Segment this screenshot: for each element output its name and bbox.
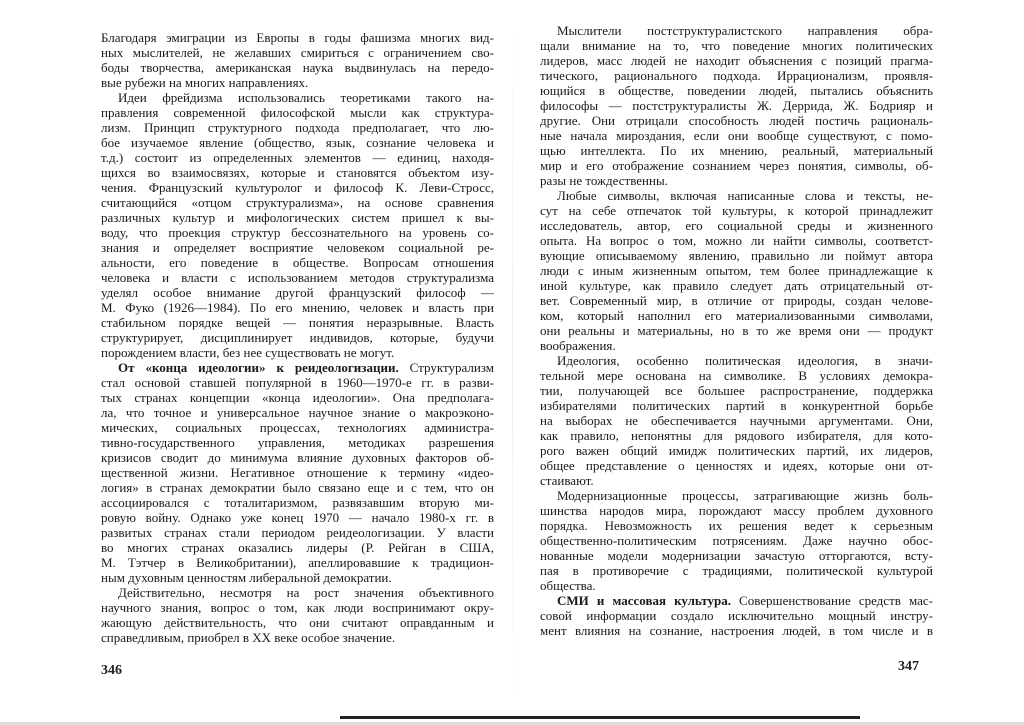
text-line xyxy=(101,210,494,225)
text-line xyxy=(101,345,494,360)
line-text: философы — постструктуралисты Ж. Деррида, Ж. Бодрияр и xyxy=(540,98,933,113)
text-line xyxy=(101,255,494,270)
text-line xyxy=(540,173,933,188)
text-line xyxy=(540,218,933,233)
line-text: порядка. Невозможность их решения ведет к серьезным xyxy=(540,518,933,533)
line-text: т.д.) состоит из определенных элементов — единиц, находя- xyxy=(101,150,494,165)
line-text: Идеи фрейдизма использовались теоретиками такого на- xyxy=(118,90,494,105)
text-line xyxy=(540,38,933,53)
line-text: ющийся в обществе, поведении людей, пытались объяснить xyxy=(540,83,933,98)
line-text: люди с иным жизненным опытом, тем более принадлежащие к xyxy=(540,263,933,278)
text-line xyxy=(101,570,494,585)
text-line xyxy=(540,338,933,353)
text-line xyxy=(540,233,933,248)
text-line xyxy=(101,630,494,645)
text-line xyxy=(101,300,494,315)
line-text: правления современной философской мысли как структура- xyxy=(101,105,494,120)
line-text: исследователь, автор, его социальной среды и жизненного xyxy=(540,218,933,233)
line-text: разы не тождественны. xyxy=(540,173,668,188)
text-line xyxy=(540,578,933,593)
text-line xyxy=(540,443,933,458)
text-line xyxy=(540,53,933,68)
text-line xyxy=(101,240,494,255)
text-line xyxy=(101,390,494,405)
line-text: воду, что проекция структур бессознательного на уровень со- xyxy=(101,225,494,240)
line-text: научного знания, вопрос о том, как люди воспринимают окру- xyxy=(101,600,494,615)
text-line xyxy=(540,323,933,338)
text-line xyxy=(101,360,494,375)
text-line xyxy=(101,330,494,345)
book-gutter xyxy=(512,0,513,725)
line-text: мент влияния на сознание, настроения людей, в том числе и в xyxy=(540,623,933,638)
line-text: тивно-государственного управления, методиках разрешения xyxy=(101,435,494,450)
line-text: другие. Они отрицали способность людей постичь рациональ- xyxy=(540,113,933,128)
text-line xyxy=(540,548,933,563)
text-line xyxy=(101,150,494,165)
line-text: стал основой ставшей популярной в 1960—1970-е гг. в разви- xyxy=(101,375,494,390)
text-line xyxy=(540,533,933,548)
text-line xyxy=(101,90,494,105)
text-line xyxy=(101,510,494,525)
line-text: Совершенствование средств мас- xyxy=(730,593,933,608)
right-page-text xyxy=(540,23,933,638)
line-text: щихся во взаимосвязях, которые и становятся объектом изу- xyxy=(101,165,494,180)
line-text: общее представление о ценностях и идеях, которые они от- xyxy=(540,458,933,473)
text-line xyxy=(101,135,494,150)
text-line xyxy=(101,75,494,90)
text-line xyxy=(540,158,933,173)
line-text: во многих странах оказались лидеры (Р. Рейган в США, xyxy=(101,540,494,555)
text-line xyxy=(540,593,933,608)
line-text: как правило, непонятны для рядового избирателя, для кото- xyxy=(540,428,933,443)
line-text: иной культуре, как правило следует дать отрицательный от- xyxy=(540,278,933,293)
page-number-right: 347 xyxy=(898,659,919,674)
text-line xyxy=(540,98,933,113)
text-line xyxy=(101,270,494,285)
line-text: тых странах концепции «конца идеологии». Она предполага- xyxy=(101,390,494,405)
line-text: ровую войну. Однако уже конец 1970 — начало 1980-х гг. в xyxy=(101,510,494,525)
left-page-text xyxy=(101,30,494,645)
line-text: они реальны и материальны, но в то же время они — продукт xyxy=(540,323,933,338)
line-text: общества. xyxy=(540,578,596,593)
line-text: логия» в странах демократии было связано еще и с тем, что он xyxy=(101,480,494,495)
line-text: ных мыслителей, не желавших смириться с ограничением сво- xyxy=(101,45,494,60)
text-line xyxy=(540,143,933,158)
line-text: нованные модели модернизации зачастую отторгаются, всту- xyxy=(540,548,933,563)
text-line xyxy=(101,585,494,600)
line-text: мир и его отображение сознанием через понятия, символы, об- xyxy=(540,158,933,173)
line-text: боды творчества, американская наука выдвинулась на передо- xyxy=(101,60,494,75)
line-text: Любые символы, включая написанные слова и тексты, не- xyxy=(557,188,933,203)
line-text: вые рубежи на многих направлениях. xyxy=(101,75,309,90)
text-line xyxy=(101,375,494,390)
text-line xyxy=(540,488,933,503)
text-line xyxy=(540,278,933,293)
line-text: ассоциировался с тоталитаризмом, развязавшим вторую ми- xyxy=(101,495,494,510)
line-text: Структурализм xyxy=(398,360,494,375)
text-line xyxy=(540,428,933,443)
line-text: альности, его поведение в обществе. Вопросам отношения xyxy=(101,255,494,270)
text-line xyxy=(540,413,933,428)
text-line xyxy=(540,458,933,473)
line-text: на выборах не обеспечивается научными аргументами. Они, xyxy=(540,413,933,428)
text-line xyxy=(101,540,494,555)
line-text: вующие описываемому явлению, правильно ли поймут автора xyxy=(540,248,933,263)
text-line xyxy=(101,225,494,240)
text-line xyxy=(101,465,494,480)
page-number-left: 346 xyxy=(101,663,122,678)
text-line xyxy=(101,120,494,135)
line-text: щью интеллекта. По их мнению, реальный, материальный xyxy=(540,143,933,158)
line-text: пая в противоречие с традициями, политической культурой xyxy=(540,563,933,578)
line-text: Идеология, особенно политическая идеология, в значи- xyxy=(557,353,933,368)
text-line xyxy=(540,473,933,488)
section-heading: СМИ и массовая культура. xyxy=(557,593,731,608)
line-text: стабильном порядке вещей — понятия неразрывные. Власть xyxy=(101,315,494,330)
line-text: мических, социальных процессах, технологиях администра- xyxy=(101,420,494,435)
line-text: кризисов сводит до минимума влияние духовных факторов об- xyxy=(101,450,494,465)
text-line xyxy=(540,83,933,98)
line-text: ла, что точное и универсальное научное знание о макроэконо- xyxy=(101,405,494,420)
scan-edge xyxy=(340,716,860,719)
text-line xyxy=(540,398,933,413)
text-line xyxy=(540,608,933,623)
text-line xyxy=(101,450,494,465)
line-text: различных культур и мифологических систем пришел к вы- xyxy=(101,210,494,225)
line-text: ным духовным ценностям либеральной демократии. xyxy=(101,570,392,585)
text-line xyxy=(101,435,494,450)
text-line xyxy=(540,188,933,203)
text-line xyxy=(101,495,494,510)
text-line xyxy=(540,293,933,308)
text-line xyxy=(540,203,933,218)
text-line xyxy=(101,315,494,330)
text-line xyxy=(101,165,494,180)
text-line xyxy=(101,45,494,60)
text-line xyxy=(101,525,494,540)
text-line xyxy=(101,405,494,420)
line-text: совой информации создало исключительно мощный инстру- xyxy=(540,608,933,623)
line-text: ком, который наполнил его материализованными символами, xyxy=(540,308,933,323)
line-text: Модернизационные процессы, затрагивающие жизнь боль- xyxy=(557,488,933,503)
line-text: шинства народов мира, порождают массу проблем духовного xyxy=(540,503,933,518)
line-text: уделял особое внимание другой французский философ — xyxy=(101,285,494,300)
line-text: ные начала мироздания, если они вообще существуют, с помо- xyxy=(540,128,933,143)
text-line xyxy=(540,503,933,518)
line-text: Действительно, несмотря на рост значения объективного xyxy=(118,585,494,600)
text-line xyxy=(101,180,494,195)
text-line xyxy=(540,248,933,263)
text-line xyxy=(540,113,933,128)
line-text: опыта. На вопрос о том, можно ли найти символы, соответст- xyxy=(540,233,933,248)
line-text: М. Тэтчер в Великобритании), апеллировавшие к традицион- xyxy=(101,555,494,570)
line-text: общественно-политическим потрясениям. Даже научно обос- xyxy=(540,533,933,548)
line-text: человека и власти с использованием методов структурализма xyxy=(101,270,494,285)
line-text: сут на себе отпечаток той культуры, к которой принадлежит xyxy=(540,203,933,218)
line-text: жающую действительность, что они считают оправданным и xyxy=(101,615,494,630)
text-line xyxy=(101,105,494,120)
text-line xyxy=(540,383,933,398)
text-line xyxy=(101,480,494,495)
line-text: бое изучаемое явление (общество, язык, сознание человека и xyxy=(101,135,494,150)
line-text: развитых странах стали периодом реидеологизации. У власти xyxy=(101,525,494,540)
line-text: чения. Французский культуролог и философ К. Леви-Стросс, xyxy=(101,180,494,195)
line-text: структурирует, дисциплинирует индивидов, которые, будучи xyxy=(101,330,494,345)
text-line xyxy=(540,353,933,368)
line-text: рого важен общий имидж политических партий, их лидеров, xyxy=(540,443,933,458)
line-text: знания и определяет восприятие человеком социальной ре- xyxy=(101,240,494,255)
text-line xyxy=(540,518,933,533)
line-text: Благодаря эмиграции из Европы в годы фашизма многих вид- xyxy=(101,30,494,45)
text-line xyxy=(540,128,933,143)
text-line xyxy=(101,615,494,630)
text-line xyxy=(101,420,494,435)
line-text: лидеров, масс людей не находит объяснения с позиций прагма- xyxy=(540,53,933,68)
text-line xyxy=(540,563,933,578)
line-text: тии, получающей все большее распространение, поддержка xyxy=(540,383,933,398)
line-text: избирателями политических партий в конкурентной борьбе xyxy=(540,398,933,413)
text-line xyxy=(101,285,494,300)
text-line xyxy=(540,623,933,638)
section-heading: От «конца идеологии» к реидеологизации. xyxy=(118,360,399,375)
text-line xyxy=(540,68,933,83)
line-text: щественной жизни. Негативное отношение к термину «идео- xyxy=(101,465,494,480)
text-line xyxy=(540,368,933,383)
line-text: лизм. Принцип структурного подхода предполагает, что лю- xyxy=(101,120,494,135)
text-line xyxy=(101,30,494,45)
text-line xyxy=(101,600,494,615)
text-line xyxy=(101,60,494,75)
line-text: считающийся «отцом структурализма», на основе сравнения xyxy=(101,195,494,210)
text-line xyxy=(540,23,933,38)
line-text: щали внимание на то, что поведение многих политических xyxy=(540,38,933,53)
line-text: Мыслители постструктуралистского направления обра- xyxy=(557,23,933,38)
text-line xyxy=(540,308,933,323)
line-text: вет. Современный мир, в отличие от природы, создан челове- xyxy=(540,293,933,308)
line-text: тического, рационального подхода. Иррационализм, проявля- xyxy=(540,68,933,83)
line-text: тельной мере основана на символике. В условиях демокра- xyxy=(540,368,933,383)
line-text: справедливым, приобрел в XX веке особое значение. xyxy=(101,630,396,645)
line-text: воображения. xyxy=(540,338,616,353)
text-line xyxy=(101,555,494,570)
line-text: порождением власти, без нее существовать не могут. xyxy=(101,345,395,360)
line-text: стаивают. xyxy=(540,473,594,488)
text-line xyxy=(540,263,933,278)
line-text: М. Фуко (1926—1984). По его мнению, человек и власть при xyxy=(101,300,494,315)
text-line xyxy=(101,195,494,210)
